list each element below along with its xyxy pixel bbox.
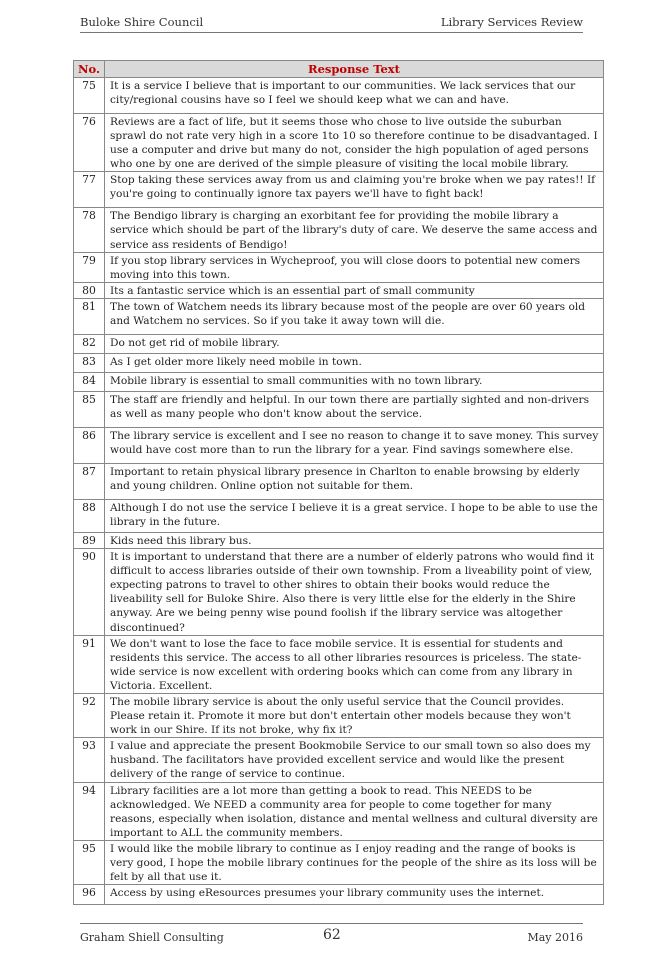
response-text: The town of Watchem needs its library because most of the people are over 60 years old and Watchem no services. So if you take it away town will die. xyxy=(105,298,604,334)
table-row xyxy=(74,391,604,427)
column-header-response-text: Response Text xyxy=(105,61,604,78)
response-text: I would like the mobile library to continue as I enjoy reading and the range of books is very good, I hope the mobile library continues for the people of the shire as its loss will be felt by all that use it. xyxy=(105,840,604,884)
table-row xyxy=(74,298,604,334)
response-number: 82 xyxy=(74,334,105,353)
table-row xyxy=(74,499,604,532)
table-row xyxy=(74,353,604,372)
table-row xyxy=(74,532,604,548)
response-number: 91 xyxy=(74,635,105,693)
response-number: 90 xyxy=(74,549,105,636)
footer-author: Graham Shiell Consulting xyxy=(80,931,224,944)
response-text: The mobile library service is about the only useful service that the Council provides. Please retain it. Promote it more but don't entertain other models because they won't work in our Shire. If its not broke, why fix it? xyxy=(105,693,604,737)
response-text: The staff are friendly and helpful. In our town there are partially sighted and non-drivers as well as many people who don't know about the service. xyxy=(105,391,604,427)
header-document-title: Library Services Review xyxy=(440,15,583,29)
table-row xyxy=(74,282,604,298)
response-text: Do not get rid of mobile library. xyxy=(105,334,604,353)
table-row xyxy=(74,885,604,905)
table-row xyxy=(74,78,604,114)
response-text: It is a service I believe that is important to our communities. We lack services that our city/regional cousins have so I feel we should keep what we can and have. xyxy=(105,78,604,114)
response-number: 86 xyxy=(74,427,105,463)
table-header-row xyxy=(74,61,604,78)
table-row xyxy=(74,208,604,252)
table-row xyxy=(74,738,604,782)
response-text: It is important to understand that there are a number of elderly patrons who would find it difficult to access libraries outside of their own township. From a liveability point of view, expecting patrons to travel to other shires to obtain their books would reduce the liveability sell for Buloke Shire. Also there is very little else for the elderly in the Shire anyway. Are we being penny wise pound foolish if the library service was altogether discontinued? xyxy=(105,549,604,636)
table-row xyxy=(74,372,604,391)
response-number: 79 xyxy=(74,252,105,282)
responses-table xyxy=(73,60,604,905)
response-number: 78 xyxy=(74,208,105,252)
response-number: 88 xyxy=(74,499,105,532)
page-number: 62 xyxy=(323,927,341,943)
response-text: Kids need this library bus. xyxy=(105,532,604,548)
footer-date: May 2016 xyxy=(527,931,583,944)
response-text: The library service is excellent and I see no reason to change it to save money. This survey would have cost more than to run the library for a year. Find savings somewhere else. xyxy=(105,427,604,463)
response-text: Its a fantastic service which is an essential part of small community xyxy=(105,282,604,298)
response-number: 76 xyxy=(74,114,105,172)
table-row xyxy=(74,693,604,737)
response-number: 96 xyxy=(74,885,105,905)
header-organization: Buloke Shire Council xyxy=(80,15,204,29)
table-row xyxy=(74,549,604,636)
table-row xyxy=(74,463,604,499)
response-text: Important to retain physical library presence in Charlton to enable browsing by elderly and young children. Online option not suitable for them. xyxy=(105,463,604,499)
response-number: 83 xyxy=(74,353,105,372)
response-number: 81 xyxy=(74,298,105,334)
table-row xyxy=(74,114,604,172)
response-text: Stop taking these services away from us and claiming you're broke when we pay rates!! If you're going to continually ignore tax payers we'll have to fight back! xyxy=(105,172,604,208)
response-number: 93 xyxy=(74,738,105,782)
response-text: The Bendigo library is charging an exorbitant fee for providing the mobile library a service which should be part of the library's duty of care. We deserve the same access and service ass residents of Bendigo! xyxy=(105,208,604,252)
response-text: As I get older more likely need mobile in town. xyxy=(105,353,604,372)
response-text: If you stop library services in Wycheproof, you will close doors to potential new comers moving into this town. xyxy=(105,252,604,282)
page-header xyxy=(80,14,583,33)
response-number: 89 xyxy=(74,532,105,548)
response-text: Mobile library is essential to small communities with no town library. xyxy=(105,372,604,391)
response-text: I value and appreciate the present Bookmobile Service to our small town so also does my husband. The facilitators have provided excellent service and would like the present delivery of the range of service to continue. xyxy=(105,738,604,782)
table-row xyxy=(74,252,604,282)
page-footer xyxy=(80,923,583,946)
table-row xyxy=(74,840,604,884)
response-number: 85 xyxy=(74,391,105,427)
column-header-number: No. xyxy=(74,61,105,78)
response-text: We don't want to lose the face to face mobile service. It is essential for students and residents this service. The access to all other libraries resources is priceless. The state-wide service is now excellent with ordering books which can come from any library in Victoria. Excellent. xyxy=(105,635,604,693)
table-row xyxy=(74,782,604,840)
response-number: 77 xyxy=(74,172,105,208)
response-text: Although I do not use the service I believe it is a great service. I hope to be able to use the library in the future. xyxy=(105,499,604,532)
table-row xyxy=(74,334,604,353)
table-row xyxy=(74,172,604,208)
response-number: 95 xyxy=(74,840,105,884)
response-text: Reviews are a fact of life, but it seems those who chose to live outside the suburban sprawl do not rate very high in a score 1to 10 so therefore continue to be disadvantaged. I use a computer and drive but many do not, consider the high population of aged persons who one by one are derived of the simple pleasure of visiting the local mobile library. xyxy=(105,114,604,172)
table-row xyxy=(74,635,604,693)
response-number: 84 xyxy=(74,372,105,391)
response-text: Library facilities are a lot more than getting a book to read. This NEEDS to be acknowledged. We NEED a community area for people to come together for many reasons, especially when isolation, distance and mental wellness and cultural diversity are important to ALL the community members. xyxy=(105,782,604,840)
response-number: 94 xyxy=(74,782,105,840)
response-number: 87 xyxy=(74,463,105,499)
response-number: 75 xyxy=(74,78,105,114)
response-text: Access by using eResources presumes your library community uses the internet. xyxy=(105,885,604,905)
table-row xyxy=(74,427,604,463)
response-number: 92 xyxy=(74,693,105,737)
response-number: 80 xyxy=(74,282,105,298)
